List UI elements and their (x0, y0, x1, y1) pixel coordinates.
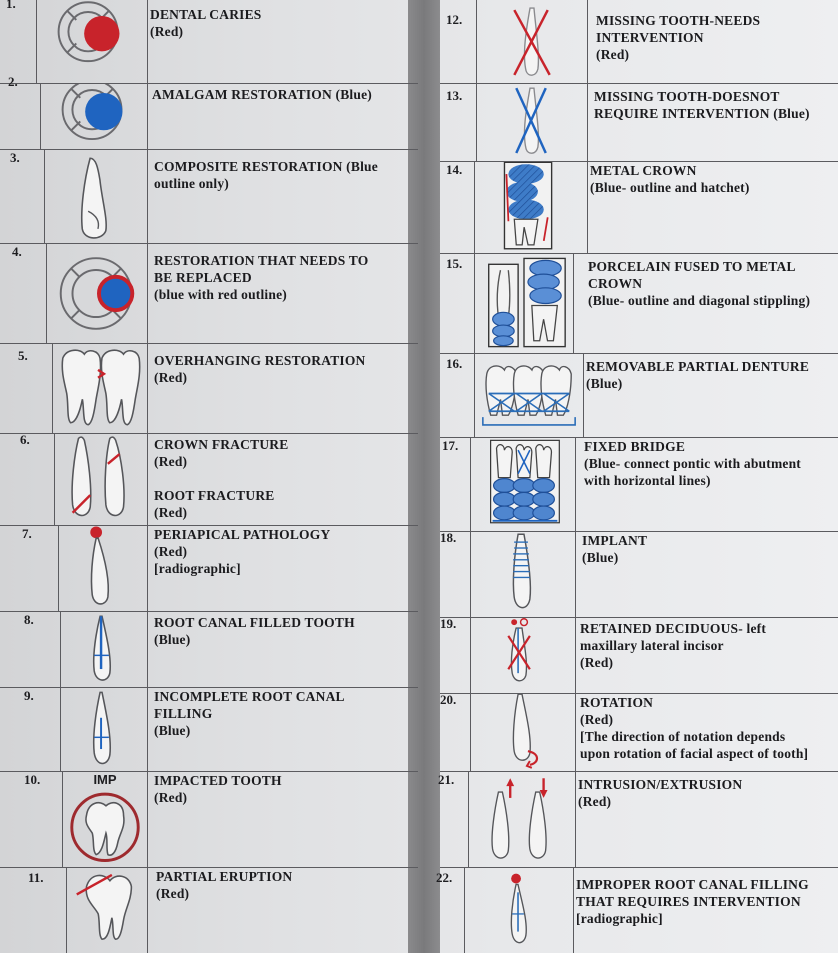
row-number: 21. (438, 772, 455, 787)
retained-deciduous-icon (471, 618, 575, 693)
periapical-tooth-icon (59, 526, 147, 611)
legend-label: AMALGAM RESTORATION (Blue) (152, 87, 372, 102)
row-number: 18. (440, 530, 457, 545)
row-number: 13. (446, 88, 463, 103)
legend-label: IMPROPER ROOT CANAL FILLING THAT REQUIRES INTERVENTION [radiographic] (576, 877, 809, 926)
legend-label: RETAINED DECIDUOUS- left maxillary lateral incisor (Red) (580, 621, 767, 670)
metal-crown-icon (475, 162, 587, 253)
row-number: 6. (20, 432, 30, 447)
legend-label: IMPACTED TOOTH (Red) (154, 773, 282, 805)
legend-row (0, 344, 418, 434)
row-number: 3. (10, 150, 20, 165)
legend-label: MISSING TOOTH-NEEDS INTERVENTION (Red) (596, 13, 761, 62)
symbol-cell (470, 694, 576, 771)
row-number: 4. (12, 244, 22, 259)
legend-row (0, 526, 418, 612)
legend-row (0, 612, 418, 688)
legend-row (436, 868, 838, 953)
symbol-cell (476, 84, 588, 161)
symbol-cell (468, 772, 576, 867)
intrusion-extrusion-icon (469, 772, 575, 867)
row-number: 11. (28, 870, 44, 885)
legend-label: INCOMPLETE ROOT CANAL FILLING (Blue) (154, 689, 345, 738)
legend-label: DENTAL CARIES (Red) (150, 7, 262, 39)
symbol-cell (44, 150, 148, 243)
legend-label: ROTATION (Red) [The direction of notation depends upon rotation of facial aspect of tooth] (580, 695, 809, 761)
symbol-cell (470, 438, 576, 531)
legend-row (0, 772, 418, 868)
symbol-cell (474, 162, 588, 253)
legend-label: CROWN FRACTURE (Red) ROOT FRACTURE (Red) (154, 437, 289, 520)
legend-row (0, 434, 418, 526)
rotation-tooth-icon (471, 694, 575, 771)
symbol-cell (66, 868, 148, 953)
row-number: 20. (440, 692, 457, 707)
legend-label: PERIAPICAL PATHOLOGY (Red) [radiographic] (154, 527, 331, 576)
row-number: 7. (22, 526, 32, 541)
legend-row (440, 772, 838, 868)
imp-tag: IMP (93, 772, 117, 787)
row-number: 14. (446, 162, 463, 177)
pfm-crown-icon (475, 254, 573, 353)
row-number: 8. (24, 612, 34, 627)
legend-label: PARTIAL ERUPTION (Red) (156, 869, 293, 901)
legend-row (440, 162, 838, 254)
legend-label: FIXED BRIDGE (Blue- connect pontic with abutment with horizontal lines) (584, 439, 801, 488)
legend-row (440, 532, 838, 618)
legend-label: IMPLANT (Blue) (582, 533, 648, 565)
row-number: 5. (18, 348, 28, 363)
replace-restoration-icon (47, 244, 147, 343)
legend-row (0, 0, 418, 84)
implant-icon (471, 532, 575, 617)
composite-tooth-icon (45, 150, 147, 243)
legend-label: RESTORATION THAT NEEDS TO BE REPLACED (blue with red outline) (154, 253, 369, 302)
legend-row (440, 0, 838, 84)
fixed-bridge-icon (471, 438, 575, 531)
fracture-teeth-icon (55, 434, 147, 525)
legend-label: COMPOSITE RESTORATION (Blue outline only) (154, 159, 378, 191)
legend-label: PORCELAIN FUSED TO METAL CROWN (Blue- outline and diagonal stippling) (588, 259, 811, 308)
symbol-cell (54, 434, 148, 525)
legend-row (0, 74, 418, 150)
row-number: 10. (24, 772, 41, 787)
row-number: 1. (6, 0, 16, 11)
legend-row (440, 254, 838, 354)
legend-label: OVERHANGING RESTORATION (Red) (154, 353, 366, 385)
legend-row (0, 688, 418, 772)
amalgam-blue-circle-icon (41, 84, 147, 149)
row-number: 16. (446, 356, 463, 371)
root-canal-tooth-icon (61, 612, 147, 687)
row-number: 15. (446, 256, 463, 271)
symbol-cell (52, 344, 148, 433)
symbol-cell (476, 0, 588, 83)
caries-red-circle-icon (37, 0, 147, 83)
partial-denture-icon (475, 354, 583, 437)
legend-label: ROOT CANAL FILLED TOOTH (Blue) (154, 615, 355, 647)
legend-label: REMOVABLE PARTIAL DENTURE (Blue) (586, 359, 810, 391)
legend-row (0, 150, 418, 244)
improper-canal-tooth-icon (465, 868, 573, 953)
legend-label: METAL CROWN (Blue- outline and hatchet) (590, 163, 750, 195)
symbol-cell (464, 868, 574, 953)
legend-row (0, 868, 418, 953)
incomplete-canal-tooth-icon (61, 688, 147, 771)
symbol-cell (474, 354, 584, 437)
row-number: 12. (446, 12, 463, 27)
legend-row (440, 84, 838, 162)
row-number: 19. (440, 616, 457, 631)
row-number: 22. (436, 870, 453, 885)
legend-row (440, 438, 838, 532)
symbol-cell (474, 254, 574, 353)
legend-label: INTRUSION/EXTRUSION (Red) (578, 777, 743, 809)
missing-blue-x-icon (477, 84, 587, 161)
symbol-cell (62, 772, 148, 867)
symbol-cell (46, 244, 148, 343)
impacted-tooth-icon (63, 772, 147, 867)
symbol-cell (60, 688, 148, 771)
row-number: 9. (24, 688, 34, 703)
row-number: 2. (8, 74, 18, 89)
symbol-cell (470, 618, 576, 693)
legend-row (0, 244, 418, 344)
symbol-cell (36, 0, 148, 83)
legend-row (440, 694, 838, 772)
overhanging-molars-icon (53, 344, 147, 433)
legend-row (440, 618, 838, 694)
partial-eruption-icon (67, 868, 147, 953)
missing-red-x-icon (477, 0, 587, 83)
legend-row (440, 354, 838, 438)
symbol-cell (58, 526, 148, 611)
row-number: 17. (442, 438, 459, 453)
symbol-cell (470, 532, 576, 617)
legend-label: MISSING TOOTH-DOESNOT REQUIRE INTERVENTION (Blue) (594, 89, 810, 121)
symbol-cell (40, 84, 148, 149)
symbol-cell (60, 612, 148, 687)
